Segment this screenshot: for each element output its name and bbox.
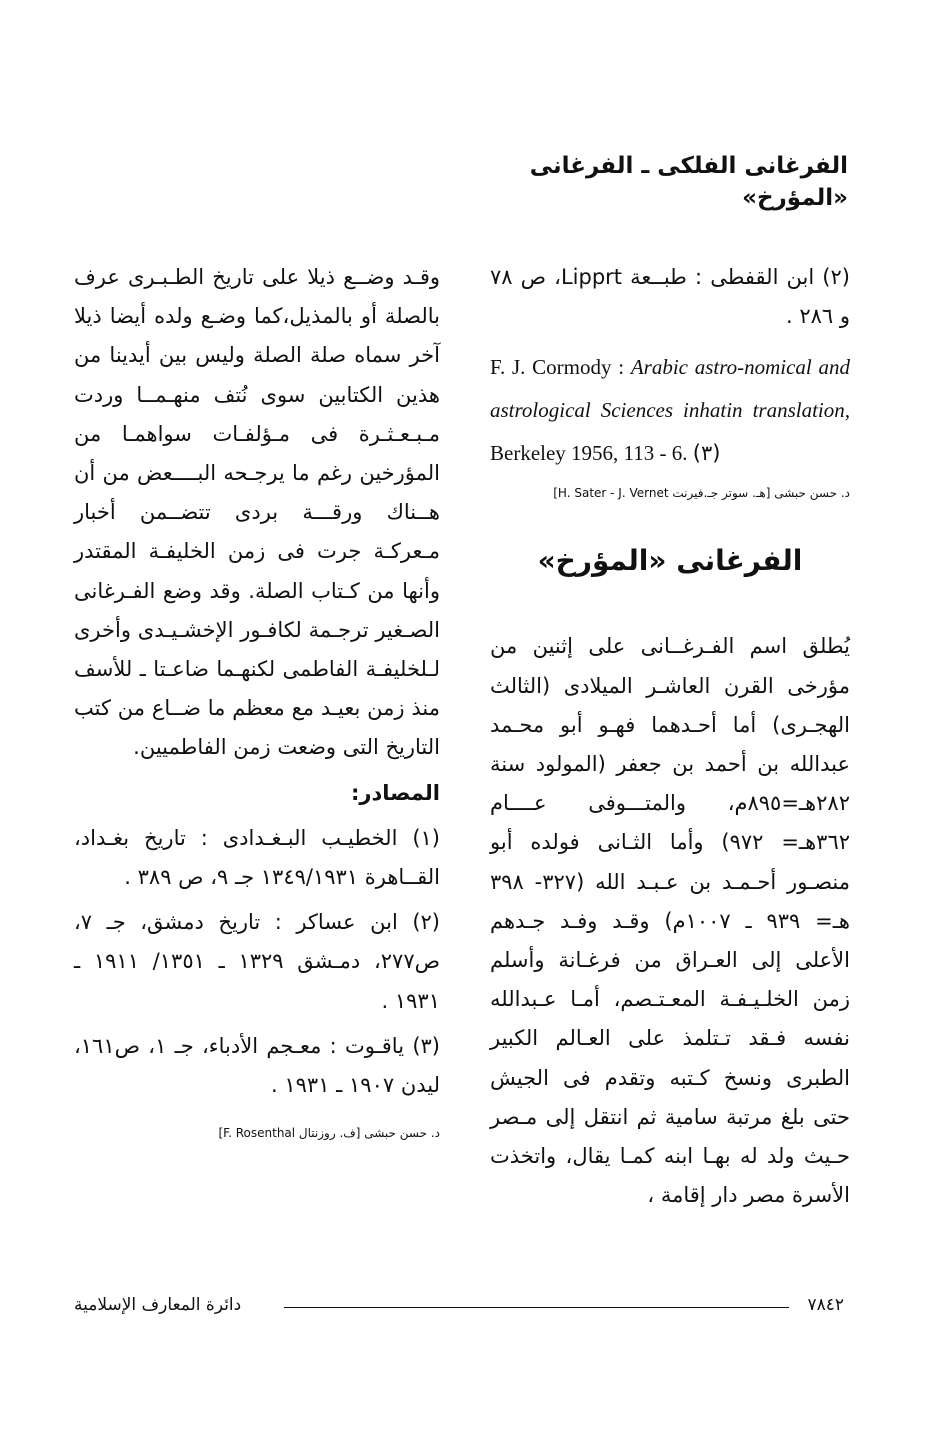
author-byline-left: د. حسن حبشى [ف. روزنتال F. Rosenthal] <box>218 1126 440 1141</box>
article-body-right: يُطلق اسم الفـرغــانى على إثنين من مؤرخى القرن العاشـر الميلادى (الثالث الهجـرى) أما أحـدهما فهـو أبو محـمد عبدالله بن أحمد بن جعفر (المولود سنة ٢٨٢هـ=٨٩٥م، والمتـــوفى عــــام ٣٦٢هـ= ٩٧٢) وأما الثـانى فولده أبو منصـور أحـمـد بن عـبـد الله (٣٢٧- ٣٩٨ هـ= ٩٣٩ ـ ١٠٠٧م) وقـد وفـد جـدهم الأعلى إلى العـراق من فرغـانة وأسلم زمن الخلـيـفـة المعـتـصم، أمـا عـبدالله نفسه فـقد تـتلمذ على العـالم الكبير الطبرى ونسخ كـتبه وتقدم فى الجيش حتى بلغ مرتبة سامية ثم انتقل إلى مـصر حـيث ولد له بهـا ابنه كمـا يقال، واتخذت الأسرة مصر دار إقامة ، <box>490 634 851 1208</box>
footnote-3-author: F. J. Cormody : <box>490 355 625 380</box>
publication-title: دائرة المعارف الإسلامية <box>74 1295 242 1315</box>
source-item: (٢) ابن عساكر : تاريخ دمشق، جـ ٧، ص٢٧٧، دمـشق ١٣٢٩ ـ ١٣٥١/ ١٩١١ ـ ١٩٣١ . <box>74 910 440 1013</box>
running-title: الفرغانى الفلكى ـ الفرغانى «المؤرخ» <box>529 153 848 211</box>
footnote-3-publication: Berkeley 1956, 113 - 6. <box>490 441 688 466</box>
left-column <box>74 258 440 1143</box>
section-title: الفرغانى «المؤرخ» <box>537 544 803 578</box>
source-item: (١) الخطيـب البـغـدادى : تاريخ بغـداد، القــاهرة ١٣٤٩/١٩٣١ جـ ٩، ص ٣٨٩ . <box>74 825 440 890</box>
source-item: (٣) ياقـوت : معـجم الأدباء، جـ ١، ص١٦١، ليدن ١٩٠٧ ـ ١٩٣١ . <box>74 1033 440 1098</box>
author-byline-right: د. حسن حبشى [هـ. سوتر جـ.فيرنت H. Sater - J. Vernet] <box>553 486 850 501</box>
page-number: ٧٨٤٢ <box>807 1295 844 1315</box>
sources-heading: المصادر: <box>350 780 440 805</box>
page-footer <box>74 1290 844 1320</box>
footer-divider <box>284 1307 789 1308</box>
footnote-2: (٢) ابن القفطى : طبــعة Lipprt، ص ٧٨ و ٢٨٦ . <box>490 265 850 329</box>
footnote-3-number: (٣) <box>692 441 721 466</box>
footnote-3 <box>490 346 850 475</box>
footnote-3-title: Arabic astro-nomical and astrological Sciences inhatin translation, <box>490 355 850 423</box>
right-column <box>490 258 850 1215</box>
article-body-left: وقـد وضــع ذيلا على تاريخ الطـبـرى عرف بالصلة أو بالمذيل،كما وضـع ولده أيضا ذيلا آخر سماه صلة الصلة وليس بين أيدينا من هذين الكتابين سوى نُتف منهـمــا وردت مـبـعـثـرة فى مـؤلفـات سواهمـا من المؤرخين رغم ما يرجـحه البــــعض من أن هــناك ورقـــة بردى تتضــمن أخبار مـعركـة جرت فى زمن الخليفـة المقتدر وأنها من كـتاب الصلة. وقد وضع الفـرغانى الصـغير ترجـمة لكافـور الإخشـيـدى وأخرى لـلخليفـة الفاطمى لكنهـما ضاعـتا ـ للأسف منذ زمن بعيـد مع معظم ما ضــاع من كتب التاريخ التى وضعت زمن الفاطميين. <box>74 265 440 760</box>
page-header <box>428 150 848 214</box>
